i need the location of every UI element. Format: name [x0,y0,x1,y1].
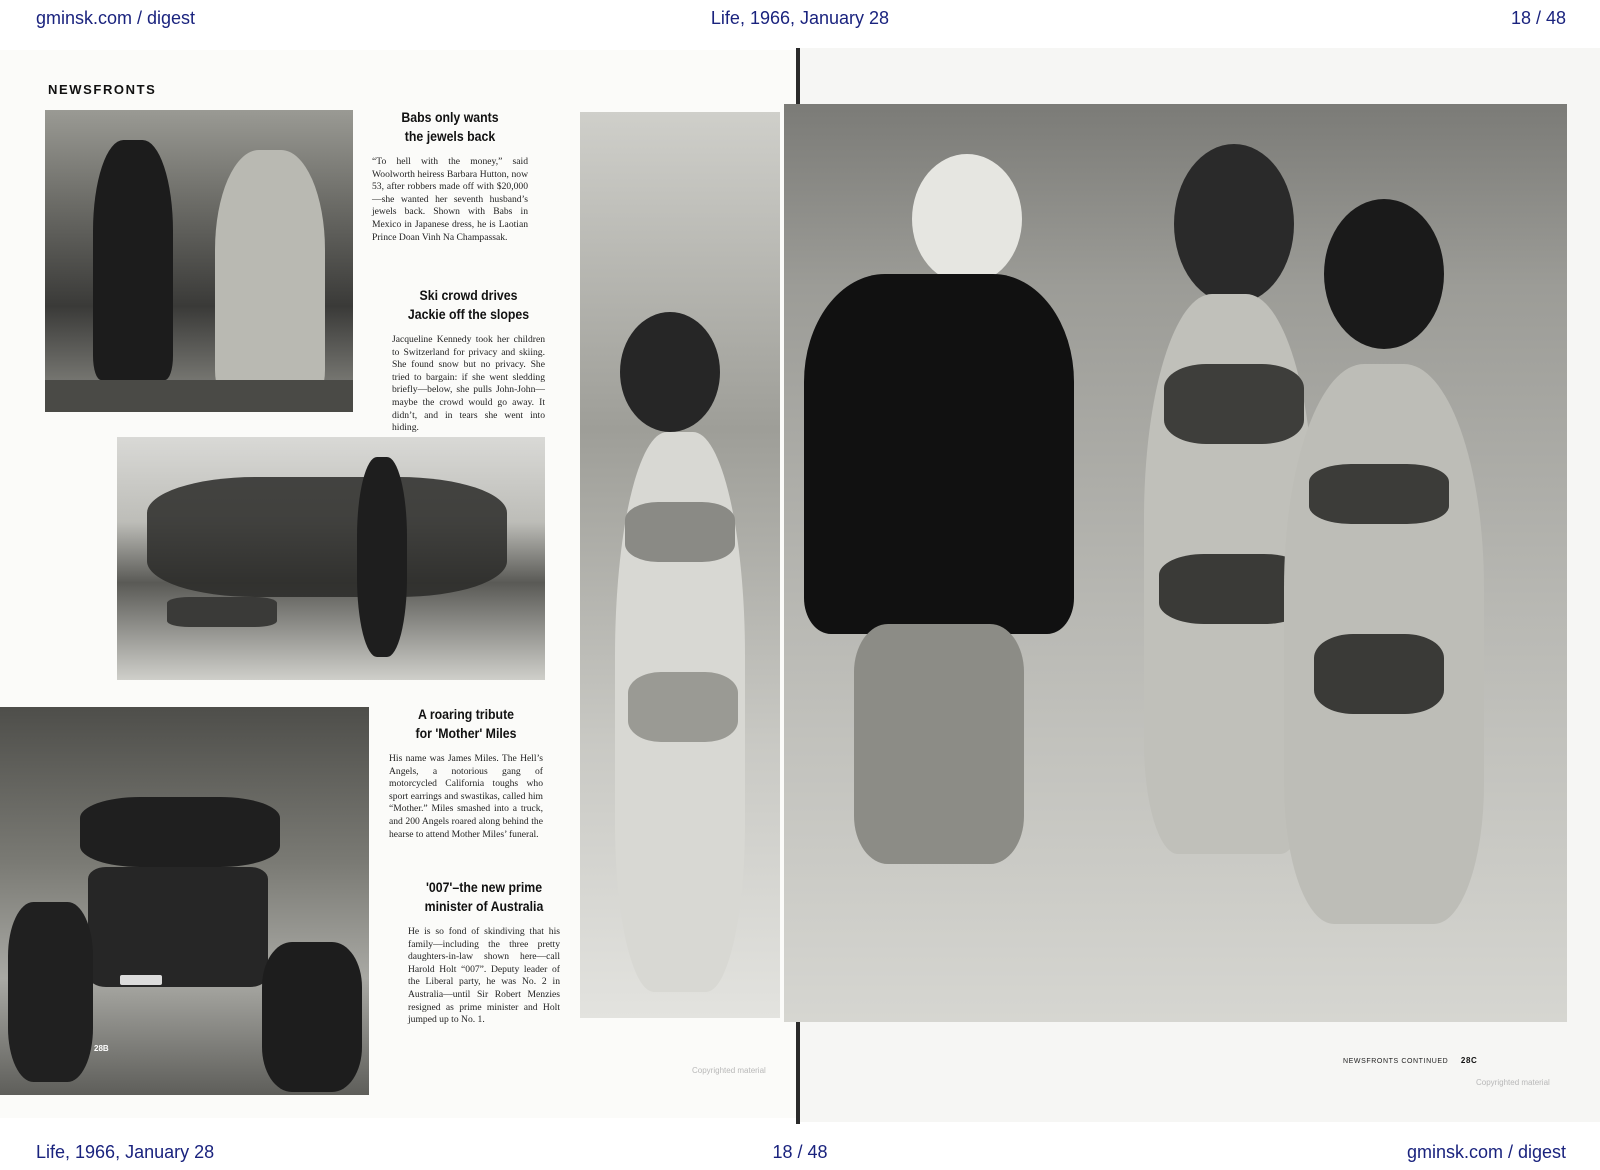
story-headline [401,286,536,324]
section-label: NEWSFRONTS [48,82,157,97]
headline-line-1: '007'–the new prime [425,879,543,895]
page-counter-bottom: 18 / 48 [772,1142,828,1162]
story-body: His name was James Miles. The Hell’s Angels, a notorious gang of motorcycled California toughs who sport earrings and swastikas, called him “Mother.” Miles smashed into a truck, and 200 Angels roared along behind the hearse to attend Mother Miles’ funeral. [389,753,543,840]
issue-title-top: Life, 1966, January 28 [710,8,890,28]
magazine-page-left [0,50,796,1118]
magazine-page-right [800,48,1600,1122]
photo-ski-crowd [117,437,545,680]
story-headline [417,878,551,916]
watermark-left: Copyrighted material [692,1066,766,1075]
story-headline [398,705,534,743]
story-hutton [372,108,528,244]
photo-hells-angels [0,707,369,1095]
story-hells-angels [389,705,543,841]
continued-label [1343,1056,1477,1065]
story-body: Jacqueline Kennedy took her children to Switzerland for privacy and skiing. She found snow but no privacy. She tried to bargain: if she went sledding briefly—below, she pulls John-John—maybe the crowd would go away. It didn’t, and in tears she went into hiding. [392,334,545,434]
headline-line-2: the jewels back [404,128,496,144]
headline-line-1: Babs only wants [401,109,499,125]
headline-line-2: minister of Australia [424,898,544,914]
photo-beach-left [580,112,780,1018]
story-headline [381,108,518,146]
folio-left: 28B [94,1044,109,1053]
story-body: “To hell with the money,” said Woolworth heiress Barbara Hutton, now 53, after robbers made off with $20,000—she wanted her seventh husband’s jewels back. Shown with Babs in Mexico in Japanese dress, he is Laotian Prince Doan Vinh Na Champassak. [372,156,528,243]
story-body: He is so fond of skindiving that his family—including the three pretty daughters-in-law shown here—call Harold Holt “007”. Deputy leader of the Liberal party, he was No. 2 in Australia—until Sir Robert Menzies resigned as prime minister and Holt jumped up to No. 1. [408,926,560,1026]
page-counter-top: 18 / 48 [1510,8,1566,28]
folio-right: 28C [1460,1056,1478,1065]
story-holt [408,878,560,1027]
headline-line-2: Jackie off the slopes [407,306,530,322]
story-kennedy [392,286,545,435]
issue-title-bottom: Life, 1966, January 28 [36,1142,215,1162]
continued-text: NEWSFRONTS CONTINUED [1343,1058,1449,1065]
photo-hutton-couple [45,110,353,412]
headline-line-1: Ski crowd drives [419,287,518,303]
headline-line-1: A roaring tribute [417,706,515,722]
watermark-right: Copyrighted material [1476,1078,1550,1087]
headline-line-2: for 'Mother' Miles [415,725,517,741]
bottom-bar [0,1134,1600,1170]
site-link-bottom[interactable]: gminsk.com / digest [1406,1142,1566,1162]
top-bar [0,0,1600,36]
photo-holt-beach [784,104,1567,1022]
site-link-top[interactable]: gminsk.com / digest [36,8,196,28]
